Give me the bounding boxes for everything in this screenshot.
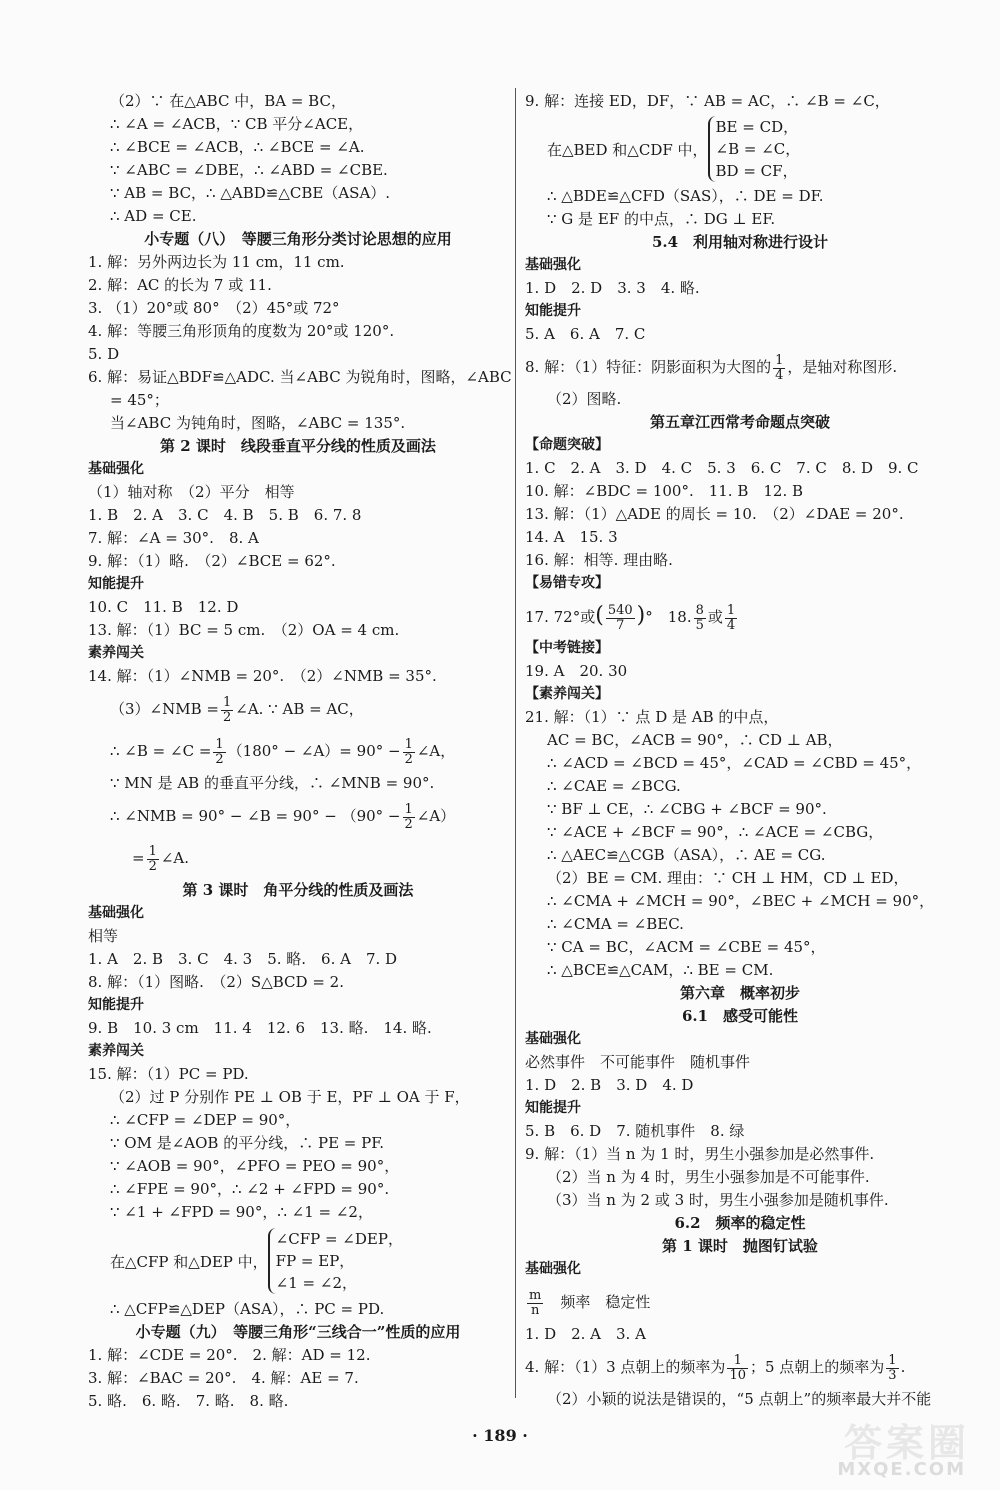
- formula-text: 17. 72°或: [525, 608, 596, 626]
- page-number: · 189 ·: [472, 1426, 528, 1445]
- text-line: 9. B 10. 3 cm 11. 4 12. 6 13. 略. 14. 略.: [88, 1019, 432, 1037]
- text-line: ∵ BF ⊥ CE，∴ ∠CBG + ∠BCF = 90°.: [547, 800, 827, 818]
- section-heading: 小专题（九） 等腰三角形“三线合一”性质的应用: [135, 1323, 461, 1341]
- fraction: [727, 1354, 748, 1383]
- fraction: [694, 604, 706, 633]
- watermark-text: 答案圈: [843, 1421, 970, 1465]
- text-line: 21. 解：（1）∵ 点 D 是 AB 的中点，: [525, 708, 779, 726]
- formula-text: =: [132, 849, 145, 867]
- subsection-label: 知能提升: [525, 1100, 581, 1116]
- fraction: [213, 738, 225, 767]
- text-line: 14. A 15. 3: [525, 528, 618, 546]
- paren-open: (: [595, 603, 604, 628]
- text-line: 1. 解：∠CDE = 20°. 2. 解：AD = 12.: [88, 1346, 371, 1364]
- section-heading: 6.2 频率的稳定性: [674, 1214, 806, 1232]
- chapter-heading: 第六章 概率初步: [679, 984, 800, 1002]
- brace-group: [708, 116, 801, 182]
- formula-line: [88, 795, 508, 837]
- formula-text: ∠A）: [416, 807, 456, 825]
- text-line: （2）小颖的说法是错误的，“5 点朝上”的频率最大并不能: [547, 1390, 932, 1408]
- formula-line: [525, 1281, 955, 1323]
- text-line: ∵ ∠1 + ∠FPD = 90°，∴ ∠1 = ∠2，: [110, 1203, 373, 1221]
- formula-line: [525, 346, 955, 388]
- text-line: （2）过 P 分别作 PE ⊥ OB 于 E，PF ⊥ OA 于 F，: [110, 1088, 470, 1106]
- text-line: ∴ △BDE≌△CFD（SAS），∴ DE = DF.: [547, 187, 824, 205]
- text-line: AC = BC，∠ACB = 90°，∴ CD ⊥ AB，: [547, 731, 843, 749]
- subsection-label: 【中考链接】: [525, 640, 609, 656]
- formula-text: （180° − ∠A）= 90° −: [227, 742, 401, 760]
- subsection-label: 基础强化: [88, 461, 144, 477]
- subsection-label: 基础强化: [525, 257, 581, 273]
- paren-close: ): [636, 603, 646, 628]
- text-line: 9. 解：连接 ED，DF，∵ AB = AC，∴ ∠B = ∠C，: [525, 92, 890, 110]
- numerator: 1: [888, 1352, 897, 1368]
- text-line: 5. 略. 6. 略. 7. 略. 8. 略.: [88, 1392, 289, 1410]
- text-line: ∴ △CFP≌△DEP（ASA），∴ PC = PD.: [110, 1300, 385, 1318]
- text-line: 19. A 20. 30: [525, 662, 628, 680]
- formula-line: [88, 730, 508, 772]
- subsection-label: 素养闯关: [88, 1043, 144, 1059]
- chapter-heading: 第五章江西常考命题点突破: [649, 413, 830, 431]
- brace-item: ∠1 = ∠2，: [275, 1274, 357, 1292]
- subsection-label: 素养闯关: [88, 645, 144, 661]
- brace-item: BD = CF，: [715, 162, 798, 180]
- left-column: [88, 90, 512, 1413]
- text-line: 6. 解：易证△BDF≌△ADC. 当∠ABC 为锐角时，图略，∠ABC: [88, 368, 512, 386]
- column-divider: [515, 88, 516, 1398]
- text-line: 1. 解：另外两边长为 11 cm，11 cm.: [88, 253, 345, 271]
- subsection-label: 基础强化: [88, 905, 144, 921]
- text-line: 1. D 2. A 3. A: [525, 1325, 646, 1343]
- subsection-label: 知能提升: [88, 997, 144, 1013]
- text-line: ∴ ∠A = ∠ACB，∵ CB 平分∠ACE，: [110, 115, 364, 133]
- text-line: 10. C 11. B 12. D: [88, 598, 239, 616]
- text-line: 1. D 2. D 3. 3 4. 略.: [525, 279, 700, 297]
- text-line: （3）当 n 为 2 或 3 时，男生小强参加是随机事件.: [547, 1191, 889, 1209]
- text-line: 1. D 2. B 3. D 4. D: [525, 1076, 694, 1094]
- watermark-url: MXQE.COM: [837, 1459, 966, 1480]
- denominator: 2: [222, 709, 232, 725]
- formula-line: [88, 688, 508, 730]
- text-line: 相等: [88, 927, 119, 945]
- text-line: 5. D: [88, 345, 120, 363]
- brace-item: ∠CFP = ∠DEP，: [275, 1230, 403, 1248]
- formula-line: [88, 837, 508, 879]
- brace-item: FP = EP，: [275, 1252, 355, 1270]
- numerator: 1: [215, 736, 224, 752]
- denominator: 2: [215, 751, 224, 767]
- fraction: [606, 604, 635, 633]
- formula-text: 频率 稳定性: [560, 1293, 651, 1311]
- formula-text: ∴ ∠NMB = 90° − ∠B = 90° − （90° −: [110, 807, 401, 825]
- subsection-label: 知能提升: [88, 576, 144, 592]
- text-line: 1. B 2. A 3. C 4. B 5. B 6. 7. 8: [88, 506, 362, 524]
- brace-system: [525, 113, 955, 185]
- subsection-label: 基础强化: [525, 1031, 581, 1047]
- fraction: [147, 845, 159, 874]
- formula-text: ° 18.: [645, 608, 692, 626]
- formula-text: （3）∠NMB =: [110, 700, 219, 718]
- denominator: 7: [616, 617, 625, 633]
- brace-system: [88, 1224, 508, 1298]
- text-line: 5. A 6. A 7. C: [525, 325, 646, 343]
- text-line: 4. 解：等腰三角形顶角的度数为 20°或 120°.: [88, 322, 395, 340]
- denominator: 3: [888, 1367, 897, 1383]
- text-line: （2）BE = CM. 理由：∵ CH ⊥ HM，CD ⊥ ED，: [547, 869, 909, 887]
- denominator: n: [530, 1302, 540, 1318]
- fraction: [403, 803, 415, 832]
- numerator: 1: [222, 694, 232, 710]
- text-line: 1. A 2. B 3. C 4. 3 5. 略. 6. A 7. D: [88, 950, 398, 968]
- section-heading: 第 2 课时 线段垂直平分线的性质及画法: [160, 437, 436, 455]
- text-line: ∵ AB = BC，∴ △ABD≌△CBE（ASA）.: [110, 184, 391, 202]
- text-line: 5. B 6. D 7. 随机事件 8. 绿: [525, 1122, 745, 1140]
- text-line: 当∠ABC 为钝角时，图略，∠ABC = 135°.: [110, 414, 406, 432]
- numerator: m: [529, 1287, 542, 1303]
- section-heading: 5.4 利用轴对称进行设计: [651, 233, 829, 251]
- text-line: （2）当 n 为 4 时，男生小强参加是不可能事件.: [547, 1168, 870, 1186]
- text-line: 1. C 2. A 3. D 4. C 5. 3 6. C 7. C 8. D 9. C: [525, 459, 919, 477]
- denominator: 2: [148, 858, 157, 874]
- denominator: 4: [726, 617, 736, 633]
- fraction: [886, 1354, 898, 1383]
- denominator: 4: [775, 367, 784, 383]
- formula-text: 在△BED 和△CDF 中，: [547, 140, 708, 159]
- formula-text: 在△CFP 和△DEP 中，: [110, 1252, 268, 1271]
- denominator: 10: [729, 1367, 746, 1383]
- numerator: 1: [726, 602, 736, 618]
- section-heading: 第 1 课时 抛图钉试验: [662, 1237, 818, 1255]
- formula-text: ∠A. ∵ AB = AC，: [235, 700, 364, 718]
- section-heading: 6.1 感受可能性: [681, 1007, 799, 1025]
- subsection-label: 知能提升: [525, 303, 581, 319]
- formula-text: ∠A，: [416, 742, 456, 760]
- numerator: 540: [607, 602, 633, 618]
- brace-item: ∠B = ∠C，: [715, 140, 801, 158]
- formula-text: ，是轴对称图形.: [787, 358, 898, 376]
- text-line: 15. 解：（1）PC = PD.: [88, 1065, 249, 1083]
- formula-text: 或: [707, 608, 723, 626]
- subsection-label: 基础强化: [525, 1261, 581, 1277]
- text-line: 14. 解：（1）∠NMB = 20°. （2）∠NMB = 35°.: [88, 667, 437, 685]
- formula-text: 4. 解：（1）3 点朝上的频率为: [525, 1358, 726, 1376]
- text-line: ∴ △AEC≌△CGB（ASA），∴ AE = CG.: [547, 846, 826, 864]
- watermark-logo: [780, 1412, 980, 1480]
- text-line: ∵ CA = BC，∠ACM = ∠CBE = 45°，: [547, 938, 826, 956]
- text-line: ∵ ∠ACE + ∠BCF = 90°，∴ ∠ACE = ∠CBG，: [547, 823, 884, 841]
- text-line: ∴ AD = CE.: [110, 207, 197, 225]
- text-line: ∵ ∠ABC = ∠DBE，∴ ∠ABD = ∠CBE.: [110, 161, 388, 179]
- numerator: 1: [727, 1354, 748, 1369]
- numerator: 1: [775, 352, 784, 368]
- text-line: 13. 解：（1）BC = 5 cm. （2）OA = 4 cm.: [88, 621, 400, 639]
- text-line: 13. 解：（1）△ADE 的周长 = 10. （2）∠DAE = 20°.: [525, 505, 904, 523]
- formula-text: ；5 点朝上的频率为: [749, 1358, 885, 1376]
- brace-item: BE = CD，: [715, 118, 799, 136]
- numerator: 1: [404, 736, 413, 752]
- text-line: 7. 解：∠A = 30°. 8. A: [88, 529, 259, 547]
- numerator: 8: [695, 602, 704, 618]
- text-line: 9. 解：（1）略. （2）∠BCE = 62°.: [88, 552, 336, 570]
- text-line: 2. 解：AC 的长为 7 或 11.: [88, 276, 272, 294]
- formula-text: 8. 解：（1）特征：阴影面积为大图的: [525, 358, 772, 376]
- fraction: [725, 604, 737, 633]
- numerator: 1: [404, 801, 413, 817]
- text-line: 10. 解：∠BDC = 100°. 11. B 12. B: [525, 482, 804, 500]
- text-line: = 45°；: [110, 391, 169, 409]
- fraction: [527, 1289, 543, 1318]
- formula-text: ∠A.: [160, 849, 190, 867]
- text-line: 16. 解：相等. 理由略.: [525, 551, 673, 569]
- subsection-label: 【素养闯关】: [525, 686, 609, 702]
- section-heading: 第 3 课时 角平分线的性质及画法: [182, 881, 414, 899]
- section-heading: 小专题（八） 等腰三角形分类讨论思想的应用: [144, 230, 452, 248]
- text-line: ∵ G 是 EF 的中点，∴ DG ⊥ EF.: [547, 210, 776, 228]
- fraction: [773, 354, 785, 383]
- text-line: ∴ ∠CMA + ∠MCH = 90°，∠BEC + ∠MCH = 90°，: [547, 892, 935, 910]
- brace-group: [268, 1228, 403, 1294]
- subsection-label: 【易错专攻】: [525, 575, 609, 591]
- numerator: 1: [148, 843, 157, 859]
- text-line: ∵ MN 是 AB 的垂直平分线，∴ ∠MNB = 90°.: [110, 774, 435, 792]
- formula-line: [525, 595, 955, 637]
- text-line: ∴ ∠ACD = ∠BCD = 45°，∠CAD = ∠CBD = 45°，: [547, 754, 922, 772]
- text-line: 8. 解：（1）图略. （2）S△BCD = 2.: [88, 973, 344, 991]
- text-line: ∴ ∠CMA = ∠BEC.: [547, 915, 684, 933]
- text-line: 必然事件 不可能事件 随机事件: [525, 1053, 751, 1071]
- text-line: ∵ OM 是∠AOB 的平分线，∴ PE = PF.: [110, 1134, 385, 1152]
- formula-text: .: [900, 1358, 906, 1376]
- denominator: 5: [695, 617, 704, 633]
- text-line: 3. （1）20°或 80° （2）45°或 72°: [88, 299, 340, 317]
- fraction: [403, 738, 415, 767]
- text-line: ∴ ∠CFP = ∠DEP = 90°，: [110, 1111, 301, 1129]
- formula-text: ∴ ∠B = ∠C =: [110, 742, 212, 760]
- text-line: 9. 解：（1）当 n 为 1 时，男生小强参加是必然事件.: [525, 1145, 875, 1163]
- right-column: [525, 90, 955, 1411]
- text-line: ∴ △BCE≌△CAM，∴ BE = CM.: [547, 961, 774, 979]
- text-line: 3. 解：∠BAC = 20°. 4. 解：AE = 7.: [88, 1369, 359, 1387]
- subsection-label: 【命题突破】: [525, 437, 609, 453]
- text-line: （1）轴对称 （2）平分 相等: [88, 483, 295, 501]
- text-line: ∵ ∠AOB = 90°，∠PFO = PEO = 90°，: [110, 1157, 400, 1175]
- text-line: （2）图略.: [547, 390, 622, 408]
- denominator: 2: [404, 751, 413, 767]
- text-line: ∴ ∠FPE = 90°，∴ ∠2 + ∠FPD = 90°.: [110, 1180, 390, 1198]
- formula-line: [525, 1346, 955, 1388]
- text-line: （2）∵ 在△ABC 中，BA = BC，: [110, 92, 346, 110]
- text-line: ∴ ∠BCE = ∠ACB，∴ ∠BCE = ∠A.: [110, 138, 365, 156]
- denominator: 2: [404, 816, 413, 832]
- fraction: [221, 696, 233, 725]
- text-line: ∴ ∠CAE = ∠BCG.: [547, 777, 681, 795]
